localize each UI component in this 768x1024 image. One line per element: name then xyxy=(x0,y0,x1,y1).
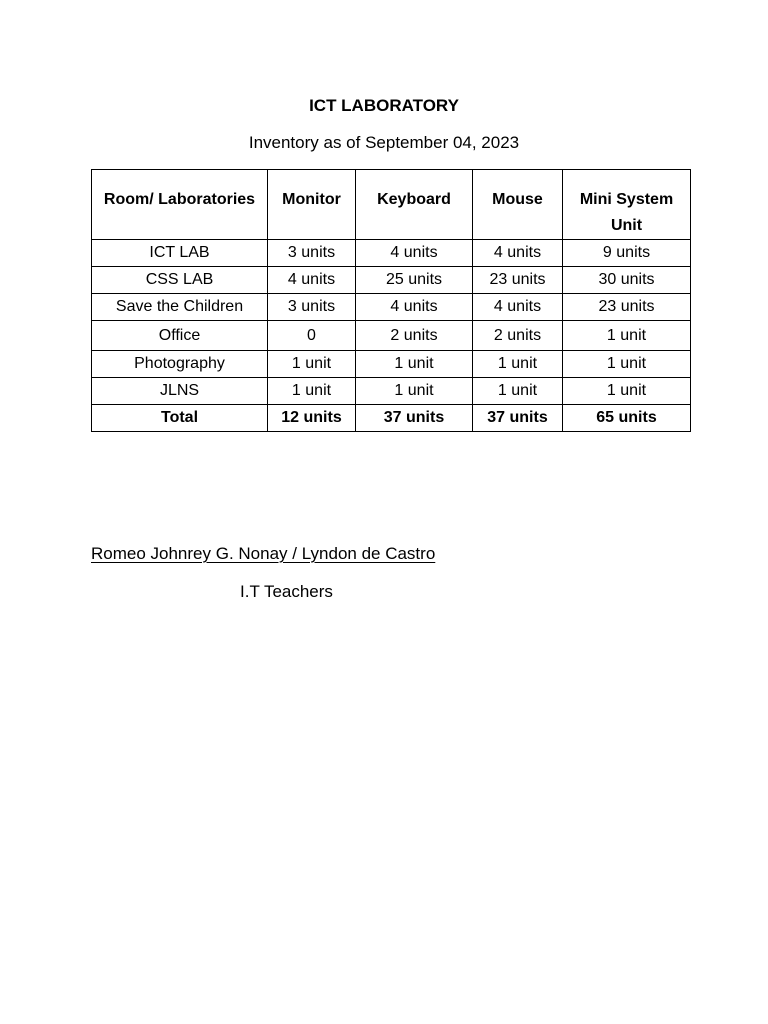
signatories-line: Romeo Johnrey G. Nonay / Lyndon de Castro xyxy=(91,544,436,563)
table-cell: 25 units xyxy=(356,267,473,294)
document-title: ICT LABORATORY xyxy=(309,96,459,115)
inventory-table xyxy=(91,169,691,432)
table-header-row xyxy=(92,170,691,240)
table-cell: 3 units xyxy=(268,294,356,321)
table-cell: CSS LAB xyxy=(92,267,268,294)
table-cell: 9 units xyxy=(563,240,691,267)
header-keyboard: Keyboard xyxy=(356,170,473,240)
table-cell: 1 unit xyxy=(563,321,691,351)
table-cell: 23 units xyxy=(563,294,691,321)
total-label: Total xyxy=(92,405,268,432)
table-row xyxy=(92,240,691,267)
header-monitor: Monitor xyxy=(268,170,356,240)
table-cell: 0 xyxy=(268,321,356,351)
table-cell: 4 units xyxy=(356,240,473,267)
document-subtitle: Inventory as of September 04, 2023 xyxy=(248,133,520,152)
table-cell: 1 unit xyxy=(356,351,473,378)
table-cell: 23 units xyxy=(473,267,563,294)
table-cell: 1 unit xyxy=(268,378,356,405)
table-cell: JLNS xyxy=(92,378,268,405)
table-total-row xyxy=(92,405,691,432)
header-room-label: Room/ Laboratories xyxy=(103,191,256,208)
table-cell: 4 units xyxy=(473,294,563,321)
table-row xyxy=(92,267,691,294)
table-cell: Save the Children xyxy=(92,294,268,321)
table-cell: 4 units xyxy=(268,267,356,294)
table-row xyxy=(92,378,691,405)
signatories-role: I.T Teachers xyxy=(240,582,333,601)
header-mouse: Mouse xyxy=(473,170,563,240)
table-cell: 1 unit xyxy=(563,351,691,378)
table-cell: 2 units xyxy=(473,321,563,351)
header-mini-system-unit xyxy=(563,170,691,240)
table-cell: 4 units xyxy=(356,294,473,321)
table-cell: 1 unit xyxy=(563,378,691,405)
table-cell: 2 units xyxy=(356,321,473,351)
table-cell: Office xyxy=(92,321,268,351)
total-mouse: 37 units xyxy=(473,405,563,432)
table-cell: 1 unit xyxy=(473,351,563,378)
total-keyboard: 37 units xyxy=(356,405,473,432)
header-room xyxy=(92,170,268,240)
table-cell: ICT LAB xyxy=(92,240,268,267)
table-cell: 3 units xyxy=(268,240,356,267)
table-row xyxy=(92,294,691,321)
table-row xyxy=(92,351,691,378)
total-mini-system-unit: 65 units xyxy=(563,405,691,432)
total-monitor: 12 units xyxy=(268,405,356,432)
table-cell: 30 units xyxy=(563,267,691,294)
table-cell: Photography xyxy=(92,351,268,378)
table-cell: 1 unit xyxy=(268,351,356,378)
header-mini-system-unit-label: Mini System Unit xyxy=(579,191,674,234)
table-row xyxy=(92,321,691,351)
table-cell: 4 units xyxy=(473,240,563,267)
table-cell: 1 unit xyxy=(473,378,563,405)
table-cell: 1 unit xyxy=(356,378,473,405)
